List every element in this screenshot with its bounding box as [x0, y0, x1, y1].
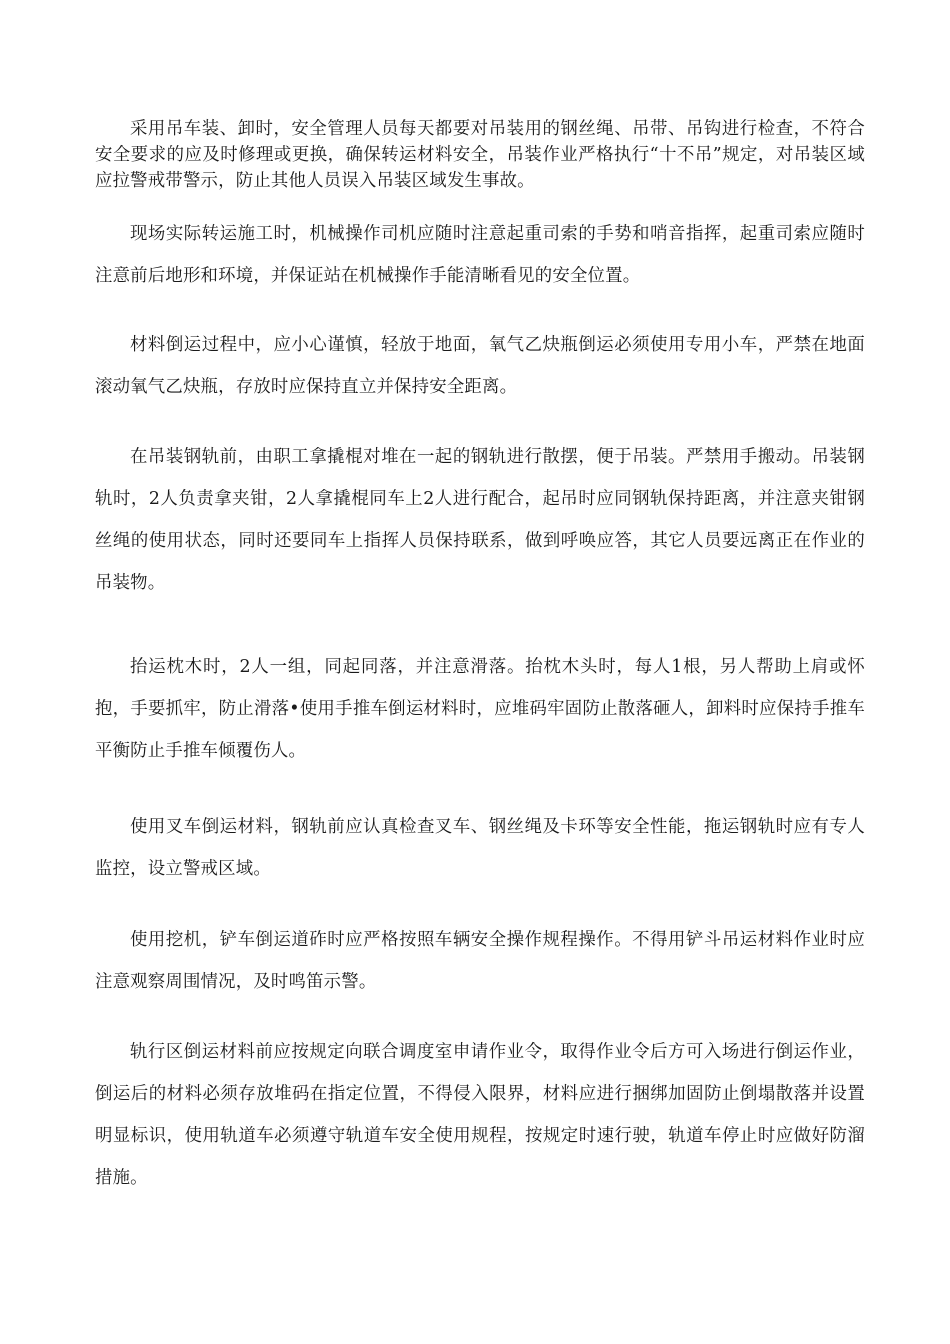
paragraph-crane-loading: 采用吊车装、卸时，安全管理人员每天都要对吊装用的钢丝绳、吊带、吊钩进行检查，不符合安全要求的应及时修理或更换，确保转运材料安全，吊装作业严格执行“十不吊”规定，对吊装区域应拉警戒带警示，防止其他人员误入吊装区域发生事故。: [95, 119, 865, 191]
paragraph-rail-hoisting: 在吊装钢轨前，由职工拿撬棍对堆在一起的钢轨进行散摆，便于吊装。严禁用手搬动。吊装钢轨时，2人负责拿夹钳，2人拿撬棍同车上2人进行配合，起吊时应同钢轨保持距离，并注意夹钳钢丝绳的使用状态，同时还要同车上指挥人员保持联系，做到呼唤应答，其它人员要远离正在作业的吊装物。: [95, 447, 865, 593]
paragraph-sleeper-carrying: 抬运枕木时，2人一组，同起同落，并注意滑落。抬枕木头时，每人1根，另人帮助上肩或怀抱，手要抓牢，防止滑落•使用手推车倒运材料时，应堆码牢固防止散落砸人，卸料时应保持手推车平衡防止手推车倾覆伤人。: [95, 657, 865, 761]
paragraph-gas-cylinders: 材料倒运过程中，应小心谨慎，轻放于地面，氧气乙炔瓶倒运必须使用专用小车，严禁在地面滚动氧气乙炔瓶，存放时应保持直立并保持安全距离。: [95, 335, 865, 397]
paragraph-excavator: 使用挖机，铲车倒运道砟时应严格按照车辆安全操作规程操作。不得用铲斗吊运材料作业时应注意观察周围情况，及时鸣笛示警。: [95, 930, 865, 992]
paragraph-track-area: 轨行区倒运材料前应按规定向联合调度室申请作业令，取得作业令后方可入场进行倒运作业，倒运后的材料必须存放堆码在指定位置，不得侵入限界，材料应进行捆绑加固防止倒塌散落并设置明显标识，使用轨道车必须遵守轨道车安全使用规程，按规定时速行驶，轨道车停止时应做好防溜措施。: [95, 1042, 865, 1188]
paragraph-forklift: 使用叉车倒运材料，钢轨前应认真检查叉车、钢丝绳及卡环等安全性能，拖运钢轨时应有专人监控，设立警戒区域。: [95, 817, 865, 879]
paragraph-site-transfer: 现场实际转运施工时，机械操作司机应随时注意起重司索的手势和哨音指挥，起重司索应随时注意前后地形和环境，并保证站在机械操作手能清晰看见的安全位置。: [95, 224, 865, 286]
